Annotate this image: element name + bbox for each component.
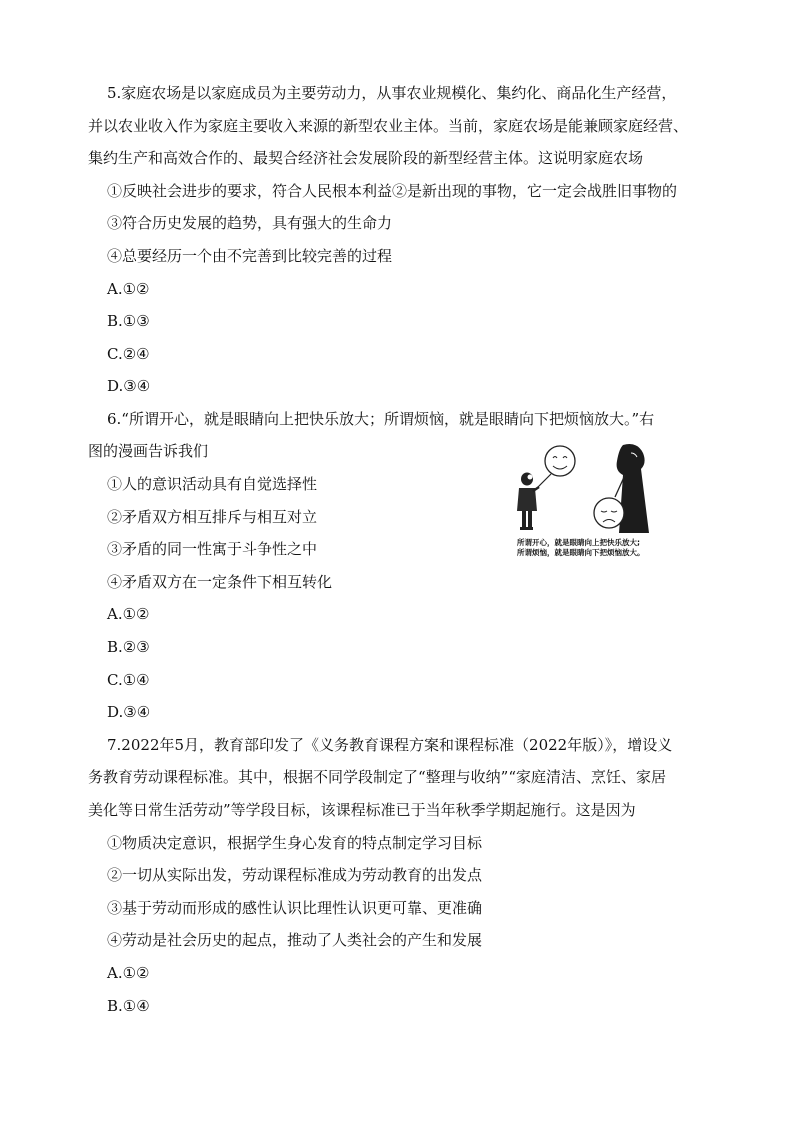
q6-stem-line-2: 图的漫画告诉我们 (88, 442, 209, 460)
q6-choice-c[interactable]: C.①④ (107, 671, 150, 689)
q7-option-1: ①物质决定意识，根据学生身心发育的特点制定学习目标 (107, 834, 483, 852)
q6-option-4: ④矛盾双方在一定条件下相互转化 (107, 573, 333, 591)
comic-drawing (505, 441, 701, 537)
comic-caption-1: 所谓开心，就是眼睛向上把快乐放大; (517, 538, 640, 547)
happy-face-icon (538, 446, 575, 487)
q5-stem-line-2: 并以农业收入作为家庭主要收入来源的新型农业主体。当前，家庭农场是能兼顾家庭经营、 (88, 117, 689, 135)
q6-choice-b[interactable]: B.②③ (107, 638, 150, 656)
comic-caption-2: 所谓烦恼，就是眼睛向下把烦恼放大。 (517, 548, 645, 557)
q7-option-4: ④劳动是社会历史的起点，推动了人类社会的产生和发展 (107, 931, 483, 949)
comic-illustration (505, 441, 701, 559)
sad-face-icon (594, 498, 624, 528)
q5-choice-d[interactable]: D.③④ (107, 377, 151, 395)
q6-option-1: ①人的意识活动具有自觉选择性 (107, 475, 318, 493)
q7-option-2: ②一切从实际出发，劳动课程标准成为劳动教育的出发点 (107, 866, 483, 884)
q6-option-2: ②矛盾双方相互排斥与相互对立 (107, 508, 318, 526)
q7-choice-a[interactable]: A.①② (107, 964, 150, 982)
q7-stem-line-2: 务教育劳动课程标准。其中，根据不同学段制定了“整理与收纳”“家庭清洁、烹饪、家居 (88, 768, 667, 786)
q7-choice-b[interactable]: B.①④ (107, 997, 150, 1015)
q7-stem-line-3: 美化等日常生活劳动”等学段目标，该课程标准已于当年秋季学期起施行。这是因为 (88, 801, 636, 819)
q6-option-3: ③矛盾的同一性寓于斗争性之中 (107, 540, 318, 558)
q5-choice-a[interactable]: A.①② (107, 280, 150, 298)
person-looking-up-icon (517, 473, 539, 531)
q5-stem-line-1: 5.家庭农场是以家庭成员为主要劳动力，从事农业规模化、集约化、商品化生产经营， (107, 84, 677, 102)
q7-option-3: ③基于劳动而形成的感性认识比理性认识更可靠、更准确 (107, 899, 483, 917)
q5-option-3: ③符合历史发展的趋势，具有强大的生命力 (107, 214, 393, 232)
q5-choice-c[interactable]: C.②④ (107, 345, 150, 363)
q5-option-4: ④总要经历一个由不完善到比较完善的过程 (107, 247, 393, 265)
q6-stem-line-1: 6.“所谓开心，就是眼睛向上把快乐放大；所谓烦恼，就是眼睛向下把烦恼放大。”右 (107, 410, 655, 428)
q6-choice-a[interactable]: A.①② (107, 605, 150, 623)
q5-stem-line-3: 集约生产和高效合作的、最契合经济社会发展阶段的新型经营主体。这说明家庭农场 (88, 149, 644, 167)
q7-stem-line-1: 7.2022年5月，教育部印发了《义务教育课程方案和课程标准（2022年版）》，增设义 (107, 736, 673, 754)
q5-choice-b[interactable]: B.①③ (107, 312, 150, 330)
q5-option-1-2: ①反映社会进步的要求，符合人民根本利益②是新出现的事物，它一定会战胜旧事物的 (107, 182, 678, 200)
q6-choice-d[interactable]: D.③④ (107, 703, 151, 721)
